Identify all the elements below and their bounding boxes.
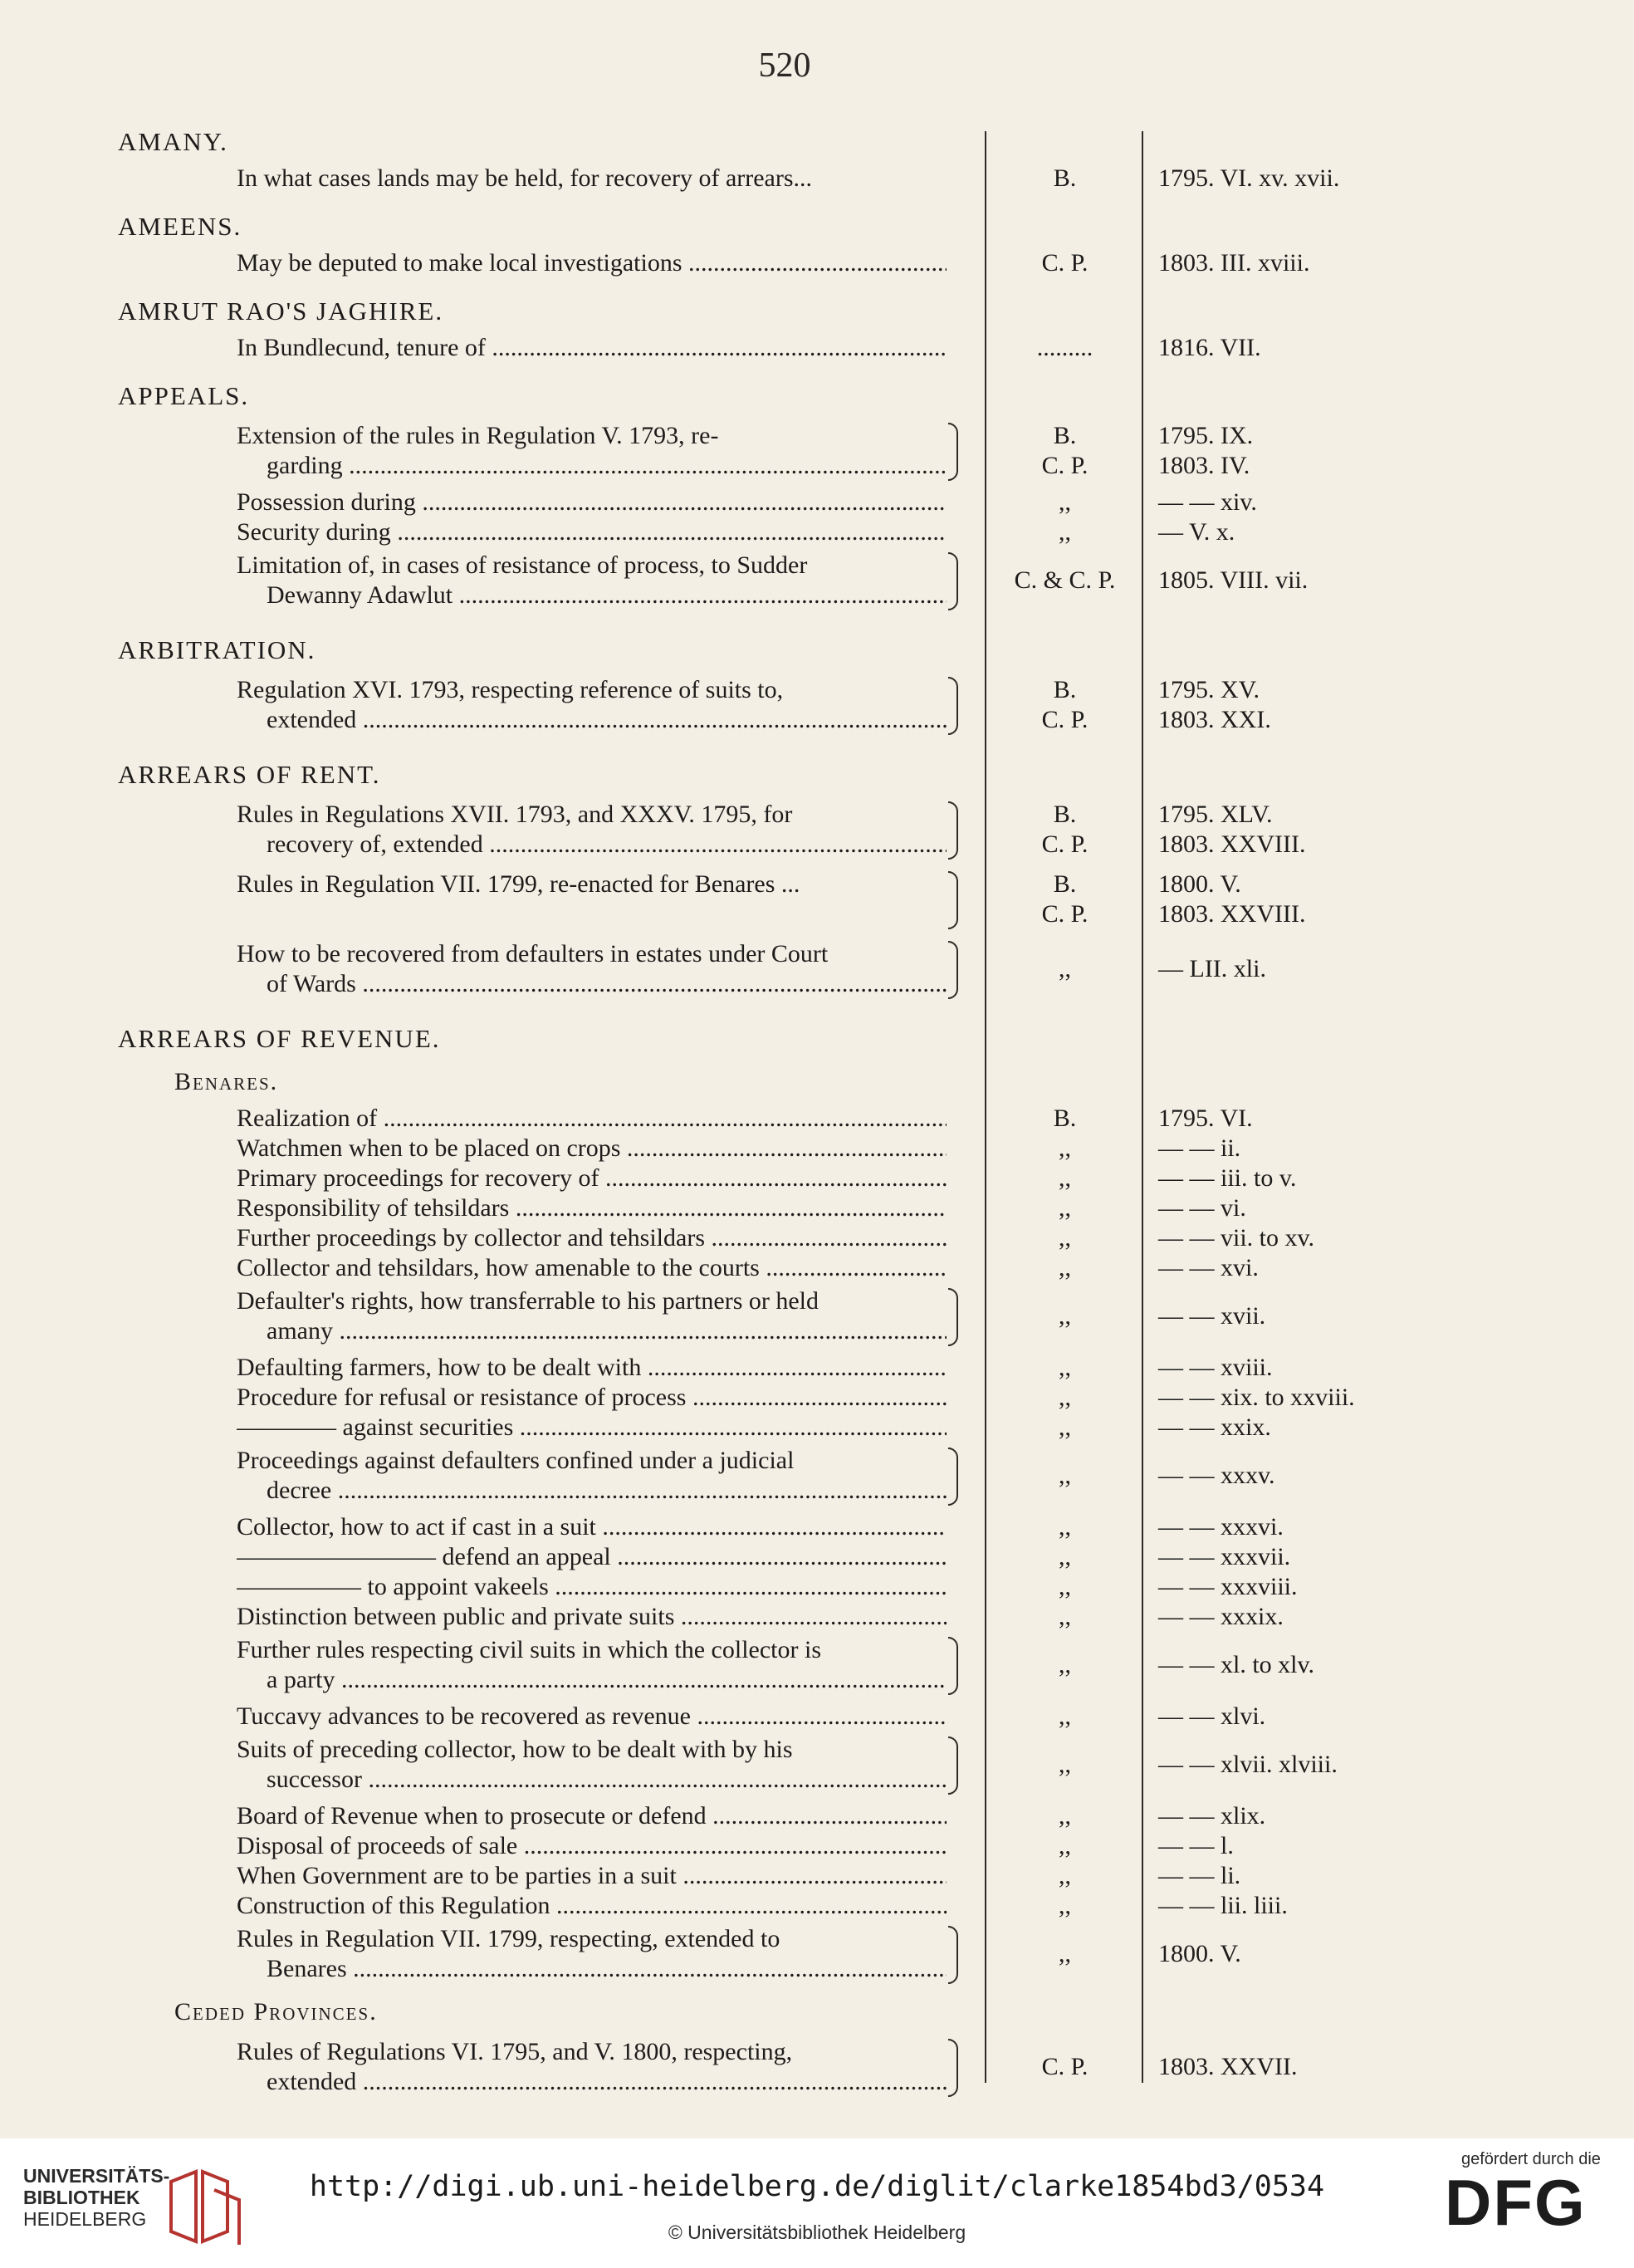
presidency-column (992, 954, 1137, 984)
presidency-column (992, 800, 1137, 860)
regulation-ref-line: — — xlvii. xlviii. (1158, 1751, 1338, 1778)
entry-description (237, 1924, 947, 1984)
presidency-column (992, 1542, 1137, 1572)
entry-text-line: When Government are to be parties in a suit ..... (237, 1861, 947, 1891)
entry-description (237, 869, 947, 899)
regulation-ref-line: 1803. XXVIII. (1158, 830, 1306, 858)
subheading-text: Benares. (174, 1068, 279, 1095)
entry-text-line: Rules in Regulation VII. 1799, re-enacted for Benares ... (237, 870, 800, 898)
grouping-brace (948, 1637, 958, 1695)
entry-text-line: extended ..... (237, 2067, 947, 2097)
presidency-code: B. (1053, 870, 1077, 898)
regulation-reference (1158, 1413, 1271, 1443)
entry-description (237, 1602, 947, 1632)
entry-description (237, 1134, 947, 1163)
entry-description (237, 1512, 947, 1542)
entry-text-line: Responsibility of tehsildars ..... (237, 1193, 947, 1223)
presidency-column (992, 421, 1137, 481)
presidency-column (992, 1413, 1137, 1443)
entry-text-line: Primary proceedings for recovery of ..... (237, 1163, 947, 1193)
entry-text-line: Rules in Regulation VII. 1799, respecting, extended to (237, 1925, 780, 1952)
presidency-code: ......... (1036, 334, 1093, 361)
entry-description (237, 1542, 947, 1572)
entry-description (237, 1383, 947, 1413)
regulation-reference (1158, 1650, 1314, 1680)
entry-description (237, 1446, 947, 1506)
regulation-reference (1158, 333, 1261, 363)
presidency-code: ,, (1059, 1254, 1071, 1281)
regulation-ref-line: 1800. V. (1158, 1940, 1241, 1967)
entry-text-line: Defaulting farmers, how to be dealt with ..... (237, 1353, 947, 1383)
regulation-reference (1158, 1301, 1265, 1331)
entry-text-line: successor ..... (237, 1765, 947, 1795)
regulation-reference (1158, 869, 1305, 929)
presidency-code: ,, (1059, 1513, 1071, 1541)
column-rule-left (985, 131, 986, 2083)
presidency-column (992, 1650, 1137, 1680)
entry-text-line: May be deputed to make local investigations ..... (237, 248, 947, 278)
entry-description (237, 1193, 947, 1223)
regulation-reference (1158, 1861, 1240, 1891)
regulation-ref-line: — — xxix. (1158, 1413, 1271, 1441)
presidency-column (992, 2052, 1137, 2082)
presidency-column (992, 1134, 1137, 1163)
entry-description (237, 164, 947, 193)
presidency-column (992, 1512, 1137, 1542)
presidency-code: ,, (1059, 1354, 1071, 1381)
presidency-column (992, 1383, 1137, 1413)
entry-text-line: Extension of the rules in Regulation V. 1793, re- (237, 422, 719, 449)
grouping-brace (948, 801, 958, 860)
regulation-ref-line: — — xlix. (1158, 1802, 1266, 1830)
entry-description (237, 1801, 947, 1831)
entry-description (237, 1735, 947, 1795)
presidency-code: ,, (1059, 1462, 1071, 1489)
entry-text-line: garding ..... (237, 451, 947, 481)
entry-description (237, 1353, 947, 1383)
heading-text: APPEALS. (118, 381, 250, 410)
grouping-brace (948, 1288, 958, 1346)
entry-text-line: Benares ..... (237, 1954, 947, 1984)
regulation-ref-line: 1803. XXVII. (1158, 2053, 1298, 2080)
presidency-code: ,, (1059, 1892, 1071, 1919)
presidency-code: C. P. (1041, 2053, 1089, 2080)
entry-text-line: Possession during ..... (237, 487, 947, 517)
grouping-brace (948, 423, 958, 481)
presidency-code: ,, (1059, 1832, 1071, 1859)
entry-text-line: Watchmen when to be placed on crops ..... (237, 1134, 947, 1163)
regulation-ref-line: 1805. VIII. vii. (1158, 566, 1309, 594)
regulation-ref-line: — — xxxviii. (1158, 1573, 1298, 1600)
regulation-ref-line: — — xvi. (1158, 1254, 1259, 1281)
entry-text-line: Security during ..... (237, 517, 947, 547)
presidency-column (992, 1750, 1137, 1780)
presidency-code: C. P. (1041, 706, 1089, 733)
grouping-brace (948, 941, 958, 999)
entry-text-line: Collector and tehsildars, how amenable to the courts ..... (237, 1253, 947, 1283)
entry-description (237, 1253, 947, 1283)
presidency-code: ,, (1059, 1802, 1071, 1830)
regulation-reference (1158, 1750, 1338, 1780)
entry-text-line: decree ..... (237, 1476, 947, 1506)
presidency-column (992, 487, 1137, 517)
entry-description (237, 939, 947, 999)
entry-description (237, 333, 947, 363)
library-name-line: BIBLIOTHEK (23, 2187, 140, 2208)
entry-description (237, 1572, 947, 1602)
dfg-wordmark: DFG (1445, 2166, 1587, 2239)
presidency-column (992, 1253, 1137, 1283)
funding-note: gefördert durch die (1461, 2150, 1601, 2168)
presidency-code: ,, (1059, 1194, 1071, 1222)
regulation-ref-line: — — xl. to xlv. (1158, 1651, 1315, 1678)
entry-text-line: Further proceedings by collector and tehsildars ..... (237, 1223, 947, 1253)
grouping-brace (948, 1448, 958, 1506)
entry-text-line: Procedure for refusal or resistance of process ..... (237, 1383, 947, 1413)
regulation-reference (1158, 1193, 1246, 1223)
presidency-column (992, 1193, 1137, 1223)
presidency-code: ,, (1059, 1940, 1071, 1967)
regulation-ref-line: — — l. (1158, 1832, 1234, 1859)
entry-text-line: Rules in Regulations XVII. 1793, and XXXV. 1795, for (237, 801, 793, 828)
footer-bar (0, 2138, 1634, 2268)
presidency-column (992, 1104, 1137, 1134)
entry-text-line: Board of Revenue when to prosecute or defend ..... (237, 1801, 947, 1831)
presidency-column (992, 1461, 1137, 1491)
regulation-reference (1158, 1831, 1234, 1861)
entry-description (237, 675, 947, 735)
entry-description (237, 1635, 947, 1695)
regulation-ref-line: — — xiv. (1158, 488, 1257, 516)
entry-description (237, 1861, 947, 1891)
regulation-ref-line: — — iii. to v. (1158, 1164, 1297, 1192)
regulation-reference (1158, 566, 1308, 595)
regulation-ref-line: 1795. XV. (1158, 676, 1260, 703)
regulation-reference (1158, 1461, 1275, 1491)
regulation-ref-line: — LII. xli. (1158, 955, 1266, 982)
presidency-code: ,, (1059, 1302, 1071, 1330)
entry-text-line: Realization of ..... (237, 1104, 947, 1134)
entry-text-line: How to be recovered from defaulters in estates under Court (237, 940, 829, 967)
regulation-ref-line: 1803. XXI. (1158, 706, 1271, 733)
presidency-code: C. P. (1041, 830, 1089, 858)
entry-description (237, 1413, 947, 1443)
entry-description (237, 421, 947, 481)
presidency-code: ,, (1059, 1751, 1071, 1778)
presidency-code: ,, (1059, 1702, 1071, 1730)
entry-description (237, 487, 947, 517)
entry-description (237, 800, 947, 860)
regulation-reference (1158, 1383, 1355, 1413)
heading-text: ARBITRATION. (118, 635, 316, 664)
regulation-reference (1158, 1542, 1290, 1572)
regulation-ref-line: — V. x. (1158, 518, 1235, 546)
heading-text: AMANY. (118, 127, 228, 156)
regulation-reference (1158, 2052, 1297, 2082)
heading-text: AMEENS. (118, 212, 242, 241)
entry-text-line: Further rules respecting civil suits in which the collector is (237, 1636, 822, 1663)
library-name-line: HEIDELBERG (23, 2208, 147, 2230)
presidency-column (992, 1572, 1137, 1602)
regulation-ref-line: 1803. IV. (1158, 452, 1250, 479)
regulation-reference (1158, 1512, 1284, 1542)
regulation-ref-line: 1795. VI. xv. xvii. (1158, 164, 1340, 192)
entry-description (237, 1104, 947, 1134)
grouping-brace (948, 1926, 958, 1984)
regulation-reference (1158, 164, 1339, 193)
regulation-ref-line: — — vii. to xv. (1158, 1224, 1315, 1252)
entry-text-line: Dewanny Adawlut ..... (237, 580, 947, 610)
presidency-code: C. P. (1041, 900, 1089, 928)
entry-text-line: Defaulter's rights, how transferrable to his partners or held (237, 1287, 819, 1315)
regulation-ref-line: 1800. V. (1158, 870, 1241, 898)
entry-text-line: of Wards ..... (237, 969, 947, 999)
entry-text-line: a party ..... (237, 1665, 947, 1695)
grouping-brace (948, 2039, 958, 2097)
entry-description (237, 517, 947, 547)
regulation-reference (1158, 1104, 1253, 1134)
entry-description (237, 1286, 947, 1346)
entry-text-line: Collector, how to act if cast in a suit ..... (237, 1512, 947, 1542)
regulation-ref-line: — — xxxix. (1158, 1603, 1284, 1630)
presidency-code: C. P. (1041, 452, 1089, 479)
entry-text-line: ———————— defend an appeal ..... (237, 1542, 947, 1572)
heading-text: ARREARS OF REVENUE. (118, 1024, 441, 1053)
entry-text-line: In what cases lands may be held, for recovery of arrears... (237, 164, 813, 192)
regulation-reference (1158, 800, 1305, 860)
heading-text: AMRUT RAO'S JAGHIRE. (118, 296, 444, 326)
presidency-column (992, 248, 1137, 278)
entry-text-line: Construction of this Regulation ..... (237, 1891, 947, 1921)
presidency-column (992, 1831, 1137, 1861)
entry-text-line: extended ..... (237, 705, 947, 735)
regulation-reference (1158, 517, 1235, 547)
regulation-ref-line: 1795. VI. (1158, 1105, 1253, 1132)
presidency-code: C. & C. P. (1014, 566, 1116, 594)
regulation-ref-line: — — li. (1158, 1862, 1241, 1889)
presidency-code: B. (1053, 676, 1077, 703)
entry-text-line: ———— against securities ..... (237, 1413, 947, 1443)
regulation-ref-line: 1816. VII. (1158, 334, 1261, 361)
entry-text-line: Tuccavy advances to be recovered as revenue ..... (237, 1702, 947, 1732)
presidency-column (992, 333, 1137, 363)
regulation-reference (1158, 675, 1271, 735)
entry-text-line: Regulation XVI. 1793, respecting reference of suits to, (237, 676, 784, 703)
heading-text: ARREARS OF RENT. (118, 760, 381, 789)
entry-description (237, 1163, 947, 1193)
entry-text-line: Rules of Regulations VI. 1795, and V. 1800, respecting, (237, 2038, 793, 2065)
grouping-brace (948, 1737, 958, 1795)
regulation-ref-line: — — xlvi. (1158, 1702, 1266, 1730)
permalink-url[interactable]: http://digi.ub.uni-heidelberg.de/diglit/clarke1854bd3/0534 (309, 2170, 1325, 2203)
entry-text-line: Proceedings against defaulters confined under a judicial (237, 1447, 795, 1474)
regulation-reference (1158, 1702, 1265, 1732)
regulation-ref-line: — — vi. (1158, 1194, 1246, 1222)
presidency-code: B. (1053, 1105, 1077, 1132)
regulation-reference (1158, 1223, 1314, 1253)
entry-text-line: amany ..... (237, 1316, 947, 1346)
presidency-column (992, 1861, 1137, 1891)
entry-text-line: Distinction between public and private suits ..... (237, 1602, 947, 1632)
regulation-reference (1158, 954, 1266, 984)
subheading-text: Ceded Provinces. (174, 1998, 378, 2026)
grouping-brace (948, 677, 958, 735)
regulation-ref-line: — — xix. to xxviii. (1158, 1384, 1355, 1411)
library-name-line: UNIVERSITÄTS- (23, 2165, 170, 2187)
regulation-ref-line: — — ii. (1158, 1134, 1241, 1162)
presidency-column (992, 1353, 1137, 1383)
entry-description (237, 1831, 947, 1861)
presidency-code: B. (1053, 801, 1077, 828)
presidency-code: ,, (1059, 1384, 1071, 1411)
regulation-reference (1158, 1353, 1273, 1383)
entry-description (237, 1702, 947, 1732)
presidency-column (992, 869, 1137, 929)
presidency-code: ,, (1059, 1134, 1071, 1162)
regulation-reference (1158, 421, 1253, 481)
presidency-column (992, 164, 1137, 193)
entry-text-line: ————— to appoint vakeels ..... (237, 1572, 947, 1602)
regulation-reference (1158, 1253, 1259, 1283)
funder-logo (1445, 2150, 1611, 2239)
presidency-code: C. P. (1041, 249, 1089, 277)
presidency-code: ,, (1059, 1543, 1071, 1570)
page-number: 520 (758, 47, 811, 85)
entry-text-line: Limitation of, in cases of resistance of process, to Sudder (237, 551, 808, 579)
presidency-column (992, 675, 1137, 735)
presidency-column (992, 1891, 1137, 1921)
regulation-reference (1158, 487, 1257, 517)
regulation-reference (1158, 1163, 1296, 1193)
presidency-code: ,, (1059, 955, 1071, 982)
presidency-code: ,, (1059, 518, 1071, 546)
entry-description (237, 2037, 947, 2097)
presidency-column (992, 1163, 1137, 1193)
regulation-reference (1158, 1572, 1298, 1602)
presidency-column (992, 1702, 1137, 1732)
presidency-code: ,, (1059, 1603, 1071, 1630)
presidency-column (992, 1223, 1137, 1253)
grouping-brace (948, 552, 958, 610)
regulation-reference (1158, 248, 1309, 278)
presidency-column (992, 1801, 1137, 1831)
copyright-notice: © Universitätsbibliothek Heidelberg (668, 2221, 966, 2243)
regulation-reference (1158, 1939, 1241, 1969)
entry-text-line: recovery of, extended ..... (237, 830, 947, 860)
presidency-column (992, 1939, 1137, 1969)
presidency-code: B. (1053, 422, 1077, 449)
regulation-ref-line: — — xvii. (1158, 1302, 1266, 1330)
presidency-code: ,, (1059, 1573, 1071, 1600)
regulation-reference (1158, 1801, 1265, 1831)
entry-text-line: Suits of preceding collector, how to be dealt with by his (237, 1736, 793, 1763)
regulation-reference (1158, 1134, 1240, 1163)
regulation-ref-line: 1803. III. xviii. (1158, 249, 1310, 277)
regulation-reference (1158, 1602, 1284, 1632)
regulation-ref-line: 1795. IX. (1158, 422, 1254, 449)
regulation-ref-line: — — xxxvi. (1158, 1513, 1284, 1541)
grouping-brace (948, 871, 958, 929)
entry-description (237, 1891, 947, 1921)
regulation-ref-line: — — lii. liii. (1158, 1892, 1288, 1919)
presidency-code: ,, (1059, 1164, 1071, 1192)
presidency-code: ,, (1059, 488, 1071, 516)
presidency-code: ,, (1059, 1413, 1071, 1441)
presidency-code: B. (1053, 164, 1077, 192)
presidency-column (992, 1301, 1137, 1331)
regulation-reference (1158, 1891, 1288, 1921)
entry-text-line: Disposal of proceeds of sale ..... (237, 1831, 947, 1861)
column-rule-right (1142, 131, 1143, 2083)
presidency-code: ,, (1059, 1224, 1071, 1252)
entry-description (237, 248, 947, 278)
presidency-code: ,, (1059, 1862, 1071, 1889)
entry-description (237, 1223, 947, 1253)
presidency-column (992, 517, 1137, 547)
regulation-ref-line: — — xviii. (1158, 1354, 1273, 1381)
presidency-column (992, 566, 1137, 595)
entry-text-line: In Bundlecund, tenure of ..... (237, 333, 947, 363)
regulation-ref-line: 1795. XLV. (1158, 801, 1273, 828)
regulation-ref-line: — — xxxv. (1158, 1462, 1275, 1489)
regulation-ref-line: 1803. XXVIII. (1158, 900, 1306, 928)
presidency-code: ,, (1059, 1651, 1071, 1678)
regulation-ref-line: — — xxxvii. (1158, 1543, 1291, 1570)
entry-description (237, 551, 947, 610)
presidency-column (992, 1602, 1137, 1632)
